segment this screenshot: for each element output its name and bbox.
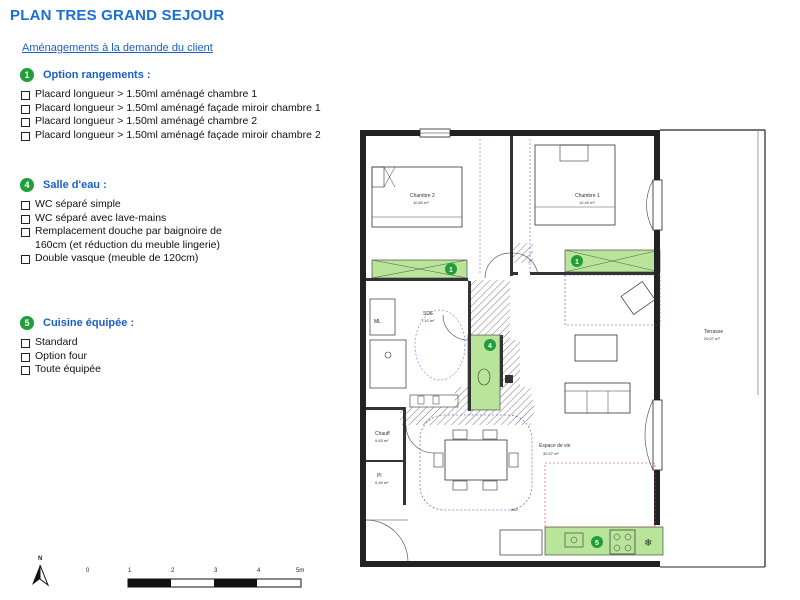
checkbox[interactable] bbox=[21, 366, 30, 375]
svg-text:1: 1 bbox=[575, 259, 579, 266]
option-marker-4 bbox=[484, 339, 496, 351]
room-area-pl: 0,49 m² bbox=[375, 480, 389, 485]
checkbox[interactable] bbox=[21, 228, 30, 237]
scale-tick-label: 1 bbox=[128, 568, 132, 574]
dimension-label: 682 bbox=[511, 507, 518, 512]
scale-tick-label: 3 bbox=[214, 568, 218, 574]
section-rangements bbox=[20, 68, 350, 142]
corridor-hatch bbox=[400, 387, 535, 425]
room-area-terrasse: 20,07 m² bbox=[704, 336, 720, 341]
checkbox[interactable] bbox=[21, 201, 30, 210]
scale-tick-label: 5m bbox=[296, 568, 305, 574]
checkbox[interactable] bbox=[21, 353, 30, 362]
checkbox[interactable] bbox=[21, 105, 30, 114]
option-item[interactable]: Double vasque (meuble de 120cm) bbox=[21, 252, 245, 266]
room-label-chambre2: Chambre 2 bbox=[410, 193, 435, 199]
room-label-sde: SDE bbox=[423, 311, 434, 317]
room-area-sde: 7,10 m² bbox=[421, 318, 435, 323]
utility-rooms bbox=[375, 431, 390, 485]
subtitle: Aménagements à la demande du client bbox=[22, 42, 213, 54]
scale-bar bbox=[86, 566, 311, 592]
checkbox[interactable] bbox=[21, 118, 30, 127]
svg-text:4: 4 bbox=[488, 343, 492, 350]
section-title: Cuisine équipée : bbox=[43, 317, 135, 329]
room-area-chambre2: 10,82 m² bbox=[413, 200, 429, 205]
section-title: Option rangements : bbox=[43, 69, 151, 81]
section-salle-eau bbox=[20, 178, 245, 266]
option-item[interactable]: Toute équipée bbox=[21, 363, 350, 377]
option-marker-5 bbox=[591, 536, 603, 548]
north-arrow-icon bbox=[30, 553, 54, 589]
checkbox[interactable] bbox=[21, 91, 30, 100]
svg-text:1: 1 bbox=[449, 267, 453, 274]
svg-text:N: N bbox=[38, 556, 43, 562]
room-label-pl: Pl bbox=[377, 473, 382, 479]
option-item[interactable]: Remplacement douche par baignoire de 160cm (et réduction du meuble lingerie) bbox=[21, 225, 245, 252]
room-label-chambre1: Chambre 1 bbox=[575, 193, 600, 199]
option-item[interactable]: Option four bbox=[21, 350, 350, 364]
option-item[interactable]: WC séparé avec lave-mains bbox=[21, 212, 245, 226]
room-label-espace: Espace de vie bbox=[539, 443, 571, 449]
section-number-badge: 4 bbox=[20, 178, 34, 192]
option-marker-1a bbox=[445, 263, 457, 275]
room-area-chauff: 0,63 m² bbox=[375, 438, 389, 443]
checkbox[interactable] bbox=[21, 132, 30, 141]
option-marker-1b bbox=[571, 255, 583, 267]
label-ml: ML bbox=[374, 319, 381, 325]
checkbox[interactable] bbox=[21, 215, 30, 224]
option-item[interactable]: Placard longueur > 1.50ml aménagé façade miroir chambre 1 bbox=[21, 102, 350, 116]
option-item[interactable]: Placard longueur > 1.50ml aménagé chambre 1 bbox=[21, 88, 350, 102]
scale-tick-label: 2 bbox=[171, 568, 175, 574]
room-area-espace: 32,97 m² bbox=[543, 451, 559, 456]
snowflake-icon: ❄ bbox=[644, 538, 653, 549]
checkbox[interactable] bbox=[21, 339, 30, 348]
checkbox[interactable] bbox=[21, 255, 30, 264]
terrasse bbox=[660, 130, 765, 567]
section-number-badge: 5 bbox=[20, 316, 34, 330]
window bbox=[653, 180, 662, 230]
room-chambre-2 bbox=[372, 139, 480, 275]
option-item[interactable]: WC séparé simple bbox=[21, 198, 245, 212]
floor-plan bbox=[355, 125, 775, 570]
room-area-chambre1: 10,40 m² bbox=[579, 200, 595, 205]
dining-area bbox=[420, 415, 532, 512]
living-area bbox=[539, 275, 660, 527]
page-title: PLAN TRES GRAND SEJOUR bbox=[10, 7, 225, 24]
window bbox=[653, 400, 662, 470]
room-label-chauff: Chauff bbox=[375, 431, 390, 437]
room-label-terrasse: Terrasse bbox=[704, 329, 724, 335]
option-item[interactable]: Placard longueur > 1.50ml aménagé façade miroir chambre 2 bbox=[21, 129, 350, 143]
option-item[interactable]: Standard bbox=[21, 336, 350, 350]
section-number-badge: 1 bbox=[20, 68, 34, 82]
scale-tick-label: 4 bbox=[257, 568, 261, 574]
option-item[interactable]: Placard longueur > 1.50ml aménagé chambre 2 bbox=[21, 115, 350, 129]
scale-tick-label: 0 bbox=[86, 568, 90, 574]
section-title: Salle d'eau : bbox=[43, 179, 107, 191]
svg-text:5: 5 bbox=[595, 540, 599, 547]
section-cuisine bbox=[20, 316, 350, 377]
